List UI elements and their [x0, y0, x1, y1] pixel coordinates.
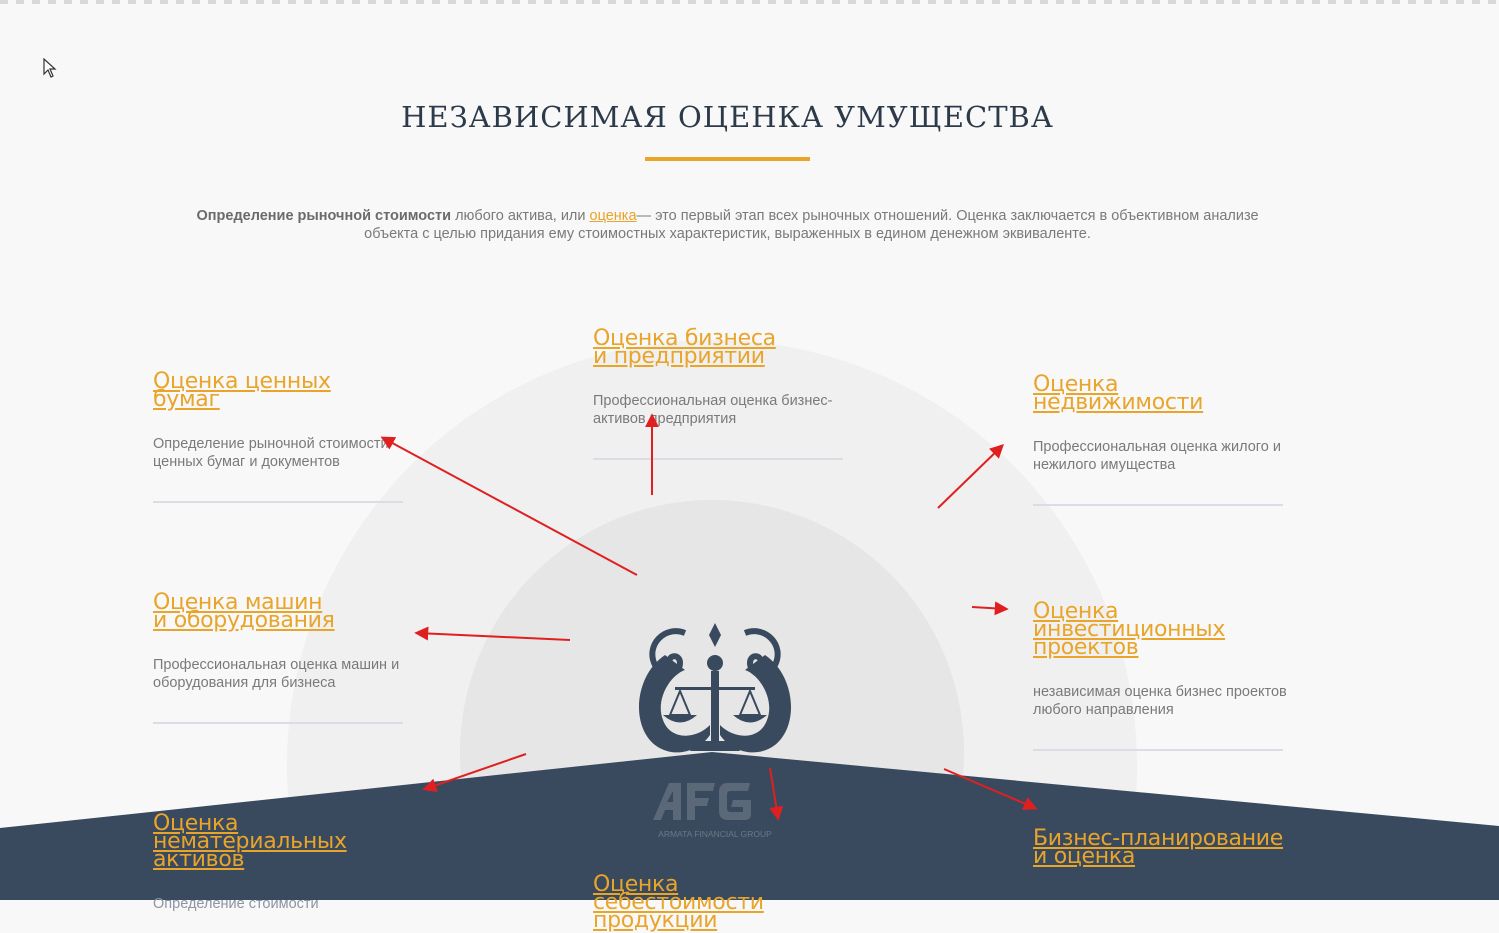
- service-securities-link[interactable]: Оценка ценных бумаг: [153, 369, 331, 412]
- service-realty-desc: Профессиональная оценка жилого и нежилого имущества: [1033, 439, 1281, 473]
- service-cost-link[interactable]: Оценка себестоимости продукции: [593, 872, 764, 933]
- service-investments-link[interactable]: Оценка инвестиционных проектов: [1033, 599, 1226, 660]
- intro-text-2: — это первый этап всех рыночных отношений. Оценка заключается в объективном анализе объекта с целью придания ему стоимостных характеристик, выраженных в едином денежном эквиваленте.: [364, 207, 1259, 242]
- service-realty-link[interactable]: Оценка недвижимости: [1033, 372, 1204, 415]
- service-cost: [593, 872, 858, 933]
- service-investments: [1033, 599, 1298, 751]
- page-title: НЕЗАВИСИМАЯ ОЦЕНКА УМУЩЕСТВА: [401, 100, 1054, 134]
- service-intangible-desc: Определение стоимости: [153, 896, 319, 912]
- logo-caption: ARMATA FINANCIAL GROUP: [658, 829, 772, 839]
- service-divider: [593, 458, 843, 460]
- service-business: [593, 326, 858, 460]
- service-planning: [1033, 826, 1298, 869]
- service-divider: [153, 501, 403, 503]
- service-intangible: [153, 811, 418, 913]
- afg-logo: [625, 615, 805, 845]
- service-divider: [1033, 504, 1283, 506]
- service-machines-desc: Профессиональная оценка машин и оборудования для бизнеса: [153, 657, 400, 691]
- service-divider: [153, 722, 403, 724]
- intro-bold: Определение рыночной стоимости: [196, 207, 452, 224]
- intro-text-1: любого актива, или: [451, 207, 590, 224]
- service-realty: [1033, 372, 1298, 506]
- service-machines: [153, 590, 418, 724]
- service-intangible-link[interactable]: Оценка нематериальных активов: [153, 811, 347, 872]
- intro-paragraph: [170, 207, 1285, 243]
- service-securities-desc: Определение рыночной стоимости ценных бумаг и документов: [153, 436, 389, 470]
- service-business-desc: Профессиональная оценка бизнес-активов предприятия: [593, 393, 833, 427]
- service-machines-link[interactable]: Оценка машин и оборудования: [153, 590, 335, 633]
- service-divider: [1033, 749, 1283, 751]
- service-investments-desc: независимая оценка бизнес проектов любого направления: [1033, 684, 1287, 718]
- valuation-link[interactable]: оценка: [589, 207, 637, 224]
- service-business-link[interactable]: Оценка бизнеса и предприятии: [593, 326, 776, 369]
- title-underline: [645, 157, 810, 161]
- service-planning-link[interactable]: Бизнес-планирование и оценка: [1033, 826, 1284, 869]
- service-securities: [153, 369, 418, 503]
